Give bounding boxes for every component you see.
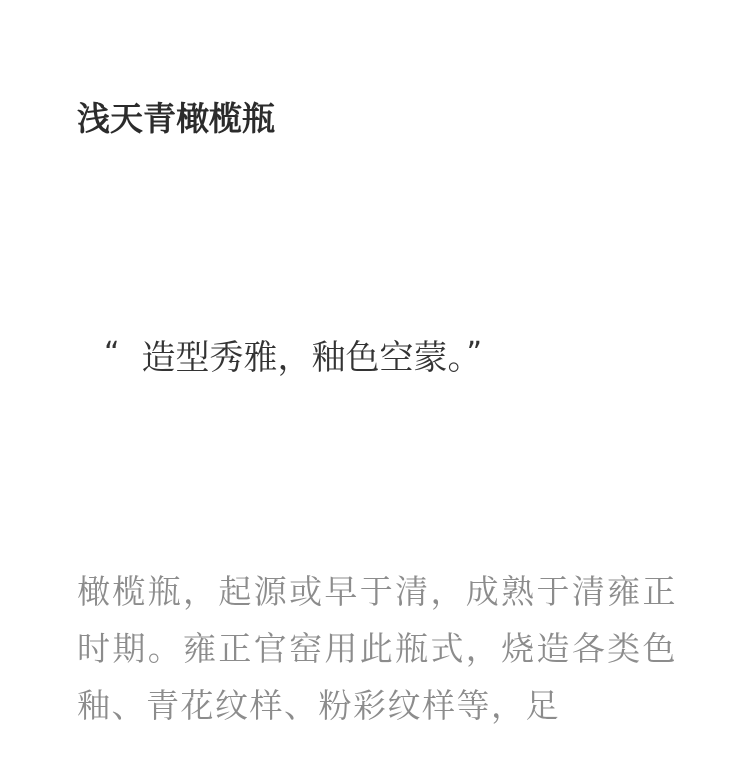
pull-quote [104,330,482,382]
close-quote-mark: ” [466,336,483,371]
open-quote-mark: “ [104,336,120,371]
article-title: 浅天青橄榄瓶 [77,99,275,138]
article-body-paragraph: 橄榄瓶，起源或早于清，成熟于清雍正时期。雍正官窑用此瓶式，烧造各类色釉、青花纹样、粉彩纹样等，足 [77,572,677,725]
pull-quote-text: 造型秀雅，釉色空蒙。 [141,338,465,378]
